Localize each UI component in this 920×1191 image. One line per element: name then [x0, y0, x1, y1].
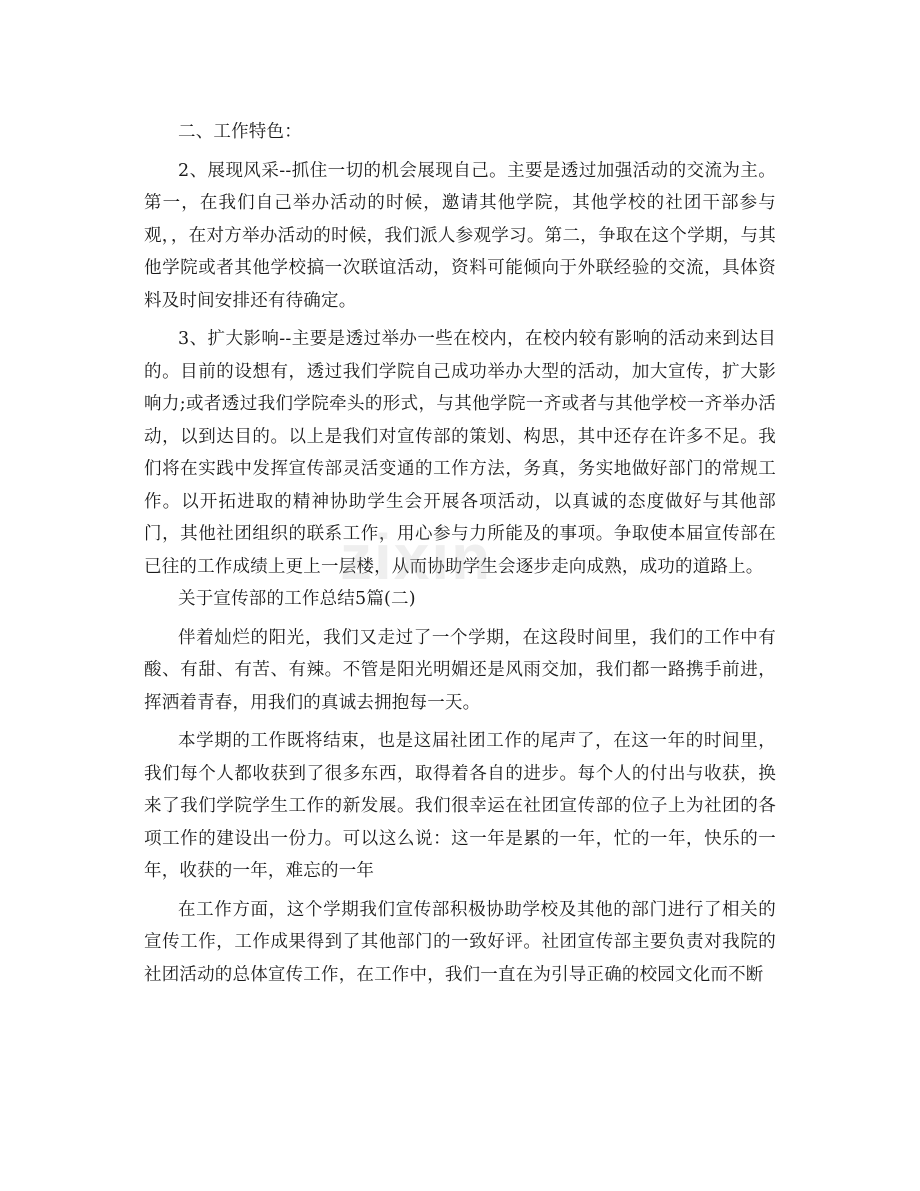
paragraph-expand-influence: 3、扩大影响--主要是透过举办一些在校内，在校内较有影响的活动来到达目的。目前的设想有，透过我们学院自己成功举办大型的活动，加大宣传，扩大影响力;或者透过我们学院牵头的形式，与其他学院一齐或者与其他学校一齐举办活动，以到达目的。以上是我们对宣传部的策划、构思，其中还存在许多不足。我们将在实践中发挥宣传部灵活变通的工作方法，务真，务实地做好部门的常规工作。以开拓进取的精神协助学生会开展各项活动，以真诚的态度做好与其他部门，其他社团组织的联系工作，用心参与力所能及的事项。争取使本届宣传部在已往的工作成绩上更上一层楼，从而协助学生会逐步走向成熟，成功的道路上。 [144, 329, 776, 577]
paragraph-intro-sunshine: 伴着灿烂的阳光，我们又走过了一个学期，在这段时间里，我们的工作中有酸、有甜、有苦、有辣。不管是阳光明媚还是风雨交加，我们都一路携手前进，挥洒着青春，用我们的真诚去拥抱每一天。 [144, 627, 776, 713]
paragraph-showcase: 2、展现风采--抓住一切的机会展现自己。主要是透过加强活动的交流为主。第一，在我们自己举办活动的时候，邀请其他学院，其他学校的社团干部参与观，，在对方举办活动的时候，我们派人参观学习。第二，争取在这个学期，与其他学院或者其他学校搞一次联谊活动，资料可能倾向于外联经验的交流，具体资料及时间安排还有待确定。 [144, 160, 776, 311]
watermark-logo: zixin [340, 521, 493, 593]
article-subtitle: 关于宣传部的工作总结5篇(二) [178, 589, 416, 609]
paragraph-work-aspects: 在工作方面，这个学期我们宣传部积极协助学校及其他的部门进行了相关的宣传工作，工作成果得到了其他部门的一致好评。社团宣传部主要负责对我院的社团活动的总体宣传工作，在工作中，我们一直在为引导正确的校园文化而不断 [144, 899, 776, 985]
document-body [144, 116, 776, 991]
paragraph-semester-summary: 本学期的工作既将结束，也是这届社团工作的尾声了，在这一年的时间里，我们每个人都收获到了很多东西，取得着各自的进步。每个人的付出与收获，换来了我们学院学生工作的新发展。我们很幸运在社团宣传部的位子上为社团的各项工作的建设出一份力。可以这么说：这一年是累的一年，忙的一年，快乐的一年，收获的一年，难忘的一年 [144, 731, 776, 881]
section-heading-work-features: 二、工作特色： [178, 122, 302, 142]
